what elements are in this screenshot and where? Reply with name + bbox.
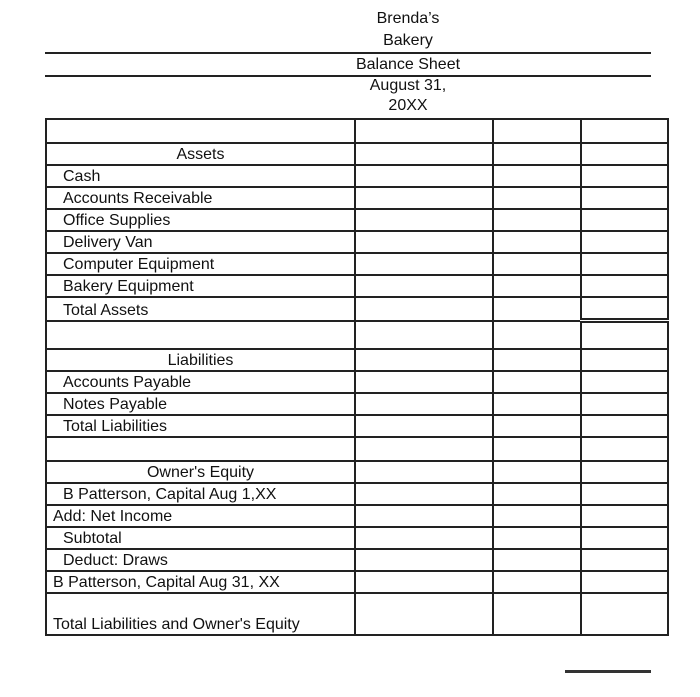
amount-cell[interactable] (355, 209, 493, 231)
table-row (46, 437, 668, 461)
amount-cell[interactable] (581, 275, 668, 297)
amount-cell[interactable] (355, 321, 493, 349)
amount-cell[interactable] (581, 297, 668, 321)
amount-cell[interactable] (581, 349, 668, 371)
amount-cell[interactable] (581, 253, 668, 275)
row-label: Computer Equipment (46, 253, 355, 275)
amount-cell[interactable] (355, 461, 493, 483)
amount-cell[interactable] (355, 527, 493, 549)
row-label: Bakery Equipment (46, 275, 355, 297)
row-label: Delivery Van (46, 231, 355, 253)
table-row (46, 505, 668, 527)
amount-cell[interactable] (581, 119, 668, 143)
amount-cell[interactable] (355, 119, 493, 143)
row-label: Total Assets (46, 297, 355, 321)
amount-cell[interactable] (493, 461, 581, 483)
table-row (46, 119, 668, 143)
row-label: Subtotal (46, 527, 355, 549)
amount-cell[interactable] (581, 393, 668, 415)
table-row (46, 297, 668, 321)
amount-cell[interactable] (355, 143, 493, 165)
row-label: Add: Net Income (46, 505, 355, 527)
row-label: Total Liabilities and Owner's Equity (46, 593, 355, 635)
amount-cell[interactable] (493, 187, 581, 209)
company-name-line2: Bakery (383, 32, 433, 49)
table-row (46, 231, 668, 253)
table-row (46, 321, 668, 349)
table-row (46, 165, 668, 187)
amount-cell[interactable] (493, 593, 581, 635)
company-name-line1: Brenda’s (376, 10, 440, 27)
amount-cell[interactable] (355, 571, 493, 593)
table-row (46, 349, 668, 371)
header-rule-top (45, 52, 651, 54)
row-label (46, 437, 355, 461)
amount-cell[interactable] (581, 371, 668, 393)
amount-cell[interactable] (355, 165, 493, 187)
amount-cell[interactable] (581, 505, 668, 527)
amount-cell[interactable] (355, 371, 493, 393)
date-line1: August 31, (369, 77, 447, 94)
row-label: B Patterson, Capital Aug 1,XX (46, 483, 355, 505)
amount-cell[interactable] (355, 275, 493, 297)
balance-sheet-table (45, 118, 669, 636)
amount-cell[interactable] (581, 593, 668, 635)
amount-cell[interactable] (581, 209, 668, 231)
amount-cell[interactable] (493, 143, 581, 165)
row-label: Office Supplies (46, 209, 355, 231)
amount-cell[interactable] (355, 483, 493, 505)
table-row (46, 143, 668, 165)
amount-cell[interactable] (581, 483, 668, 505)
amount-cell[interactable] (493, 165, 581, 187)
row-label (46, 119, 355, 143)
row-label: Notes Payable (46, 393, 355, 415)
row-label: Total Liabilities (46, 415, 355, 437)
amount-cell[interactable] (493, 505, 581, 527)
amount-cell[interactable] (493, 349, 581, 371)
amount-cell[interactable] (493, 209, 581, 231)
amount-cell[interactable] (493, 415, 581, 437)
amount-cell[interactable] (355, 437, 493, 461)
table-row (46, 571, 668, 593)
amount-cell[interactable] (355, 187, 493, 209)
amount-cell[interactable] (493, 297, 581, 321)
table-row (46, 461, 668, 483)
amount-cell[interactable] (581, 527, 668, 549)
table-row (46, 483, 668, 505)
table-row (46, 371, 668, 393)
row-label: Accounts Receivable (46, 187, 355, 209)
table-row (46, 527, 668, 549)
amount-cell[interactable] (581, 437, 668, 461)
amount-cell[interactable] (493, 527, 581, 549)
amount-cell[interactable] (581, 143, 668, 165)
table-row (46, 187, 668, 209)
row-label: Owner's Equity (46, 461, 355, 483)
amount-cell[interactable] (493, 437, 581, 461)
amount-cell[interactable] (493, 393, 581, 415)
amount-cell[interactable] (493, 253, 581, 275)
amount-cell[interactable] (581, 165, 668, 187)
row-label: B Patterson, Capital Aug 31, XX (46, 571, 355, 593)
table-row (46, 549, 668, 571)
amount-cell[interactable] (493, 371, 581, 393)
table-row (46, 209, 668, 231)
table-row (46, 393, 668, 415)
amount-cell[interactable] (581, 231, 668, 253)
amount-cell[interactable] (581, 549, 668, 571)
amount-cell[interactable] (355, 593, 493, 635)
amount-cell[interactable] (355, 505, 493, 527)
amount-cell[interactable] (581, 415, 668, 437)
row-label (46, 321, 355, 349)
amount-cell[interactable] (493, 549, 581, 571)
table-row (46, 253, 668, 275)
amount-cell[interactable] (355, 393, 493, 415)
amount-cell[interactable] (493, 483, 581, 505)
row-label: Liabilities (46, 349, 355, 371)
amount-cell[interactable] (355, 415, 493, 437)
amount-cell[interactable] (493, 119, 581, 143)
amount-cell[interactable] (355, 231, 493, 253)
amount-cell[interactable] (493, 275, 581, 297)
amount-cell[interactable] (581, 461, 668, 483)
row-label: Cash (46, 165, 355, 187)
amount-cell[interactable] (355, 253, 493, 275)
amount-cell[interactable] (581, 321, 668, 349)
amount-cell[interactable] (355, 297, 493, 321)
amount-cell[interactable] (493, 571, 581, 593)
double-underline (565, 670, 651, 673)
amount-cell[interactable] (493, 321, 581, 349)
date-line2: 20XX (388, 97, 428, 114)
row-label: Assets (46, 143, 355, 165)
table-row (46, 415, 668, 437)
amount-cell[interactable] (355, 349, 493, 371)
amount-cell[interactable] (355, 549, 493, 571)
amount-cell[interactable] (581, 187, 668, 209)
sheet-title: Balance Sheet (355, 56, 461, 73)
amount-cell[interactable] (493, 231, 581, 253)
row-label: Deduct: Draws (46, 549, 355, 571)
row-label: Accounts Payable (46, 371, 355, 393)
amount-cell[interactable] (581, 571, 668, 593)
table-row (46, 593, 668, 635)
table-row (46, 275, 668, 297)
